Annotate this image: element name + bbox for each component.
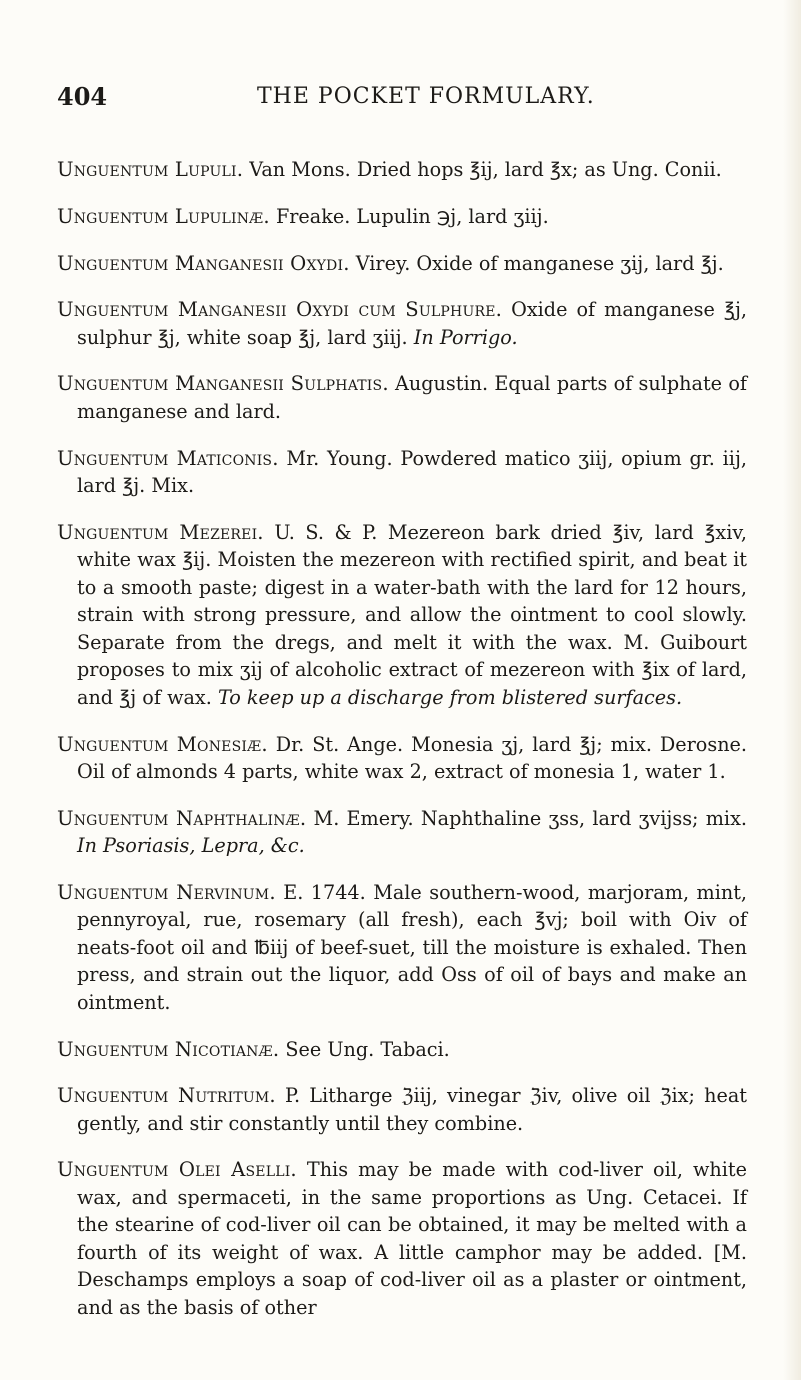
entry-text: Van Mons. Dried hops ℥ij, lard ℥x; as Ung. Conii. [249,158,722,182]
entry-term: Unguentum Nutritum. [57,1084,276,1108]
entry-term: Unguentum Monesiæ. [57,732,268,756]
entry-maticonis [57,445,747,500]
entry-monesiae [57,731,747,786]
entry-text: E. 1744. Male southern-wood, marjoram, mint, pennyroyal, rue, rosemary (all fresh), each ℥vj; boil with Oiv of neats-foot oil and ℔iij of beef-suet, till the moisture is exhaled. Then press, and strain out the liquor, add Oss of oil of bays and make an ointment. [77,880,748,1014]
entry-text: See Ung. Tabaci. [285,1037,450,1061]
entry-term: Unguentum Lupulinæ. [57,204,270,228]
entry-text: P. Litharge ℨiij, vinegar ℨiv, olive oil ℨix; heat gently, and stir constantly until they combine. [77,1084,747,1135]
entry-text: U. S. & P. Mezereon bark dried ℥iv, lard ℥xiv, white wax ℥ij. Moisten the mezereon with rectified spirit, and beat it to a smooth paste; digest in a water-bath with the lard for 12 hours, strain with strong pressure, and allow the ointment to cool slowly. Separate from the dregs, and melt it with the wax. M. Guibourt proposes to mix ʒij of alcoholic extract of mezereon with ℥ix of lard, and ℥j of wax. [77,520,747,709]
entry-text: Freake. Lupulin ℈j, lard ʒiij. [275,204,549,228]
entry-manganesii-sulphatis [57,370,747,425]
running-title: THE POCKET FORMULARY. [257,84,595,109]
entry-lupulinae [57,203,747,231]
entry-term: Unguentum Manganesii Sulphatis. [57,372,389,396]
entry-nervinum [57,879,747,1017]
entry-naphthalinae [57,805,747,860]
formulary-body [57,137,747,1330]
entry-text: Virey. Oxide of manganese ʒij, lard ℥j. [355,251,724,275]
entry-term: Unguentum Naphthalinæ. [57,806,307,830]
entry-term: Unguentum Nicotianæ. [57,1037,280,1061]
entry-nutritum [57,1082,747,1137]
entry-note: To keep up a discharge from blistered surfaces. [217,685,683,709]
entry-olei-aselli [57,1156,747,1321]
entry-lupuli [57,156,747,184]
entry-note: In Psoriasis, Lepra, &c. [77,834,305,858]
entry-manganesii-oxydi-sulphure [57,296,747,351]
entry-note: In Porrigo. [413,325,518,349]
entry-term: Unguentum Manganesii Oxydi. [57,251,350,275]
entry-mezerei [57,519,747,712]
entry-text: Oxide of manganese ℥j, sulphur ℥j, white soap ℥j, lard ʒiij. [77,298,747,349]
page-number: 404 [57,82,108,111]
entry-text: This may be made with cod-liver oil, white wax, and spermaceti, in the same proportions as Ung. Cetacei. If the stearine of cod-liver oil can be obtained, it may be melted with a fourth of its weight of wax. A little camphor may be added. [M. Deschamps employs a soap of cod-liver oil as a plaster or ointment, and as the basis of other [77,1158,747,1319]
entry-term: Unguentum Nervinum. [57,880,276,904]
entry-nicotianae [57,1036,747,1064]
page-edge-shadow [783,0,801,1380]
entry-term: Unguentum Mezerei. [57,520,264,544]
entry-text: Dr. St. Ange. Monesia ʒj, lard ℥j; mix. Derosne. Oil of almonds 4 parts, white wax 2, extract of monesia 1, water 1. [77,732,748,783]
page-header [57,82,743,122]
entry-term: Unguentum Lupuli. [57,158,244,182]
entry-manganesii-oxydi [57,250,747,278]
entry-text: Augustin. Equal parts of sulphate of manganese and lard. [77,372,747,423]
entry-term: Unguentum Maticonis. [57,446,279,470]
entry-term: Unguentum Olei Aselli. [57,1158,297,1182]
entry-text: M. Emery. Naphthaline ʒss, lard ʒvijss; mix. [313,806,747,830]
entry-term: Unguentum Manganesii Oxydi cum Sulphure. [57,298,503,322]
entry-text: Mr. Young. Powdered matico ʒiij, opium gr. iij, lard ℥j. Mix. [77,446,747,498]
